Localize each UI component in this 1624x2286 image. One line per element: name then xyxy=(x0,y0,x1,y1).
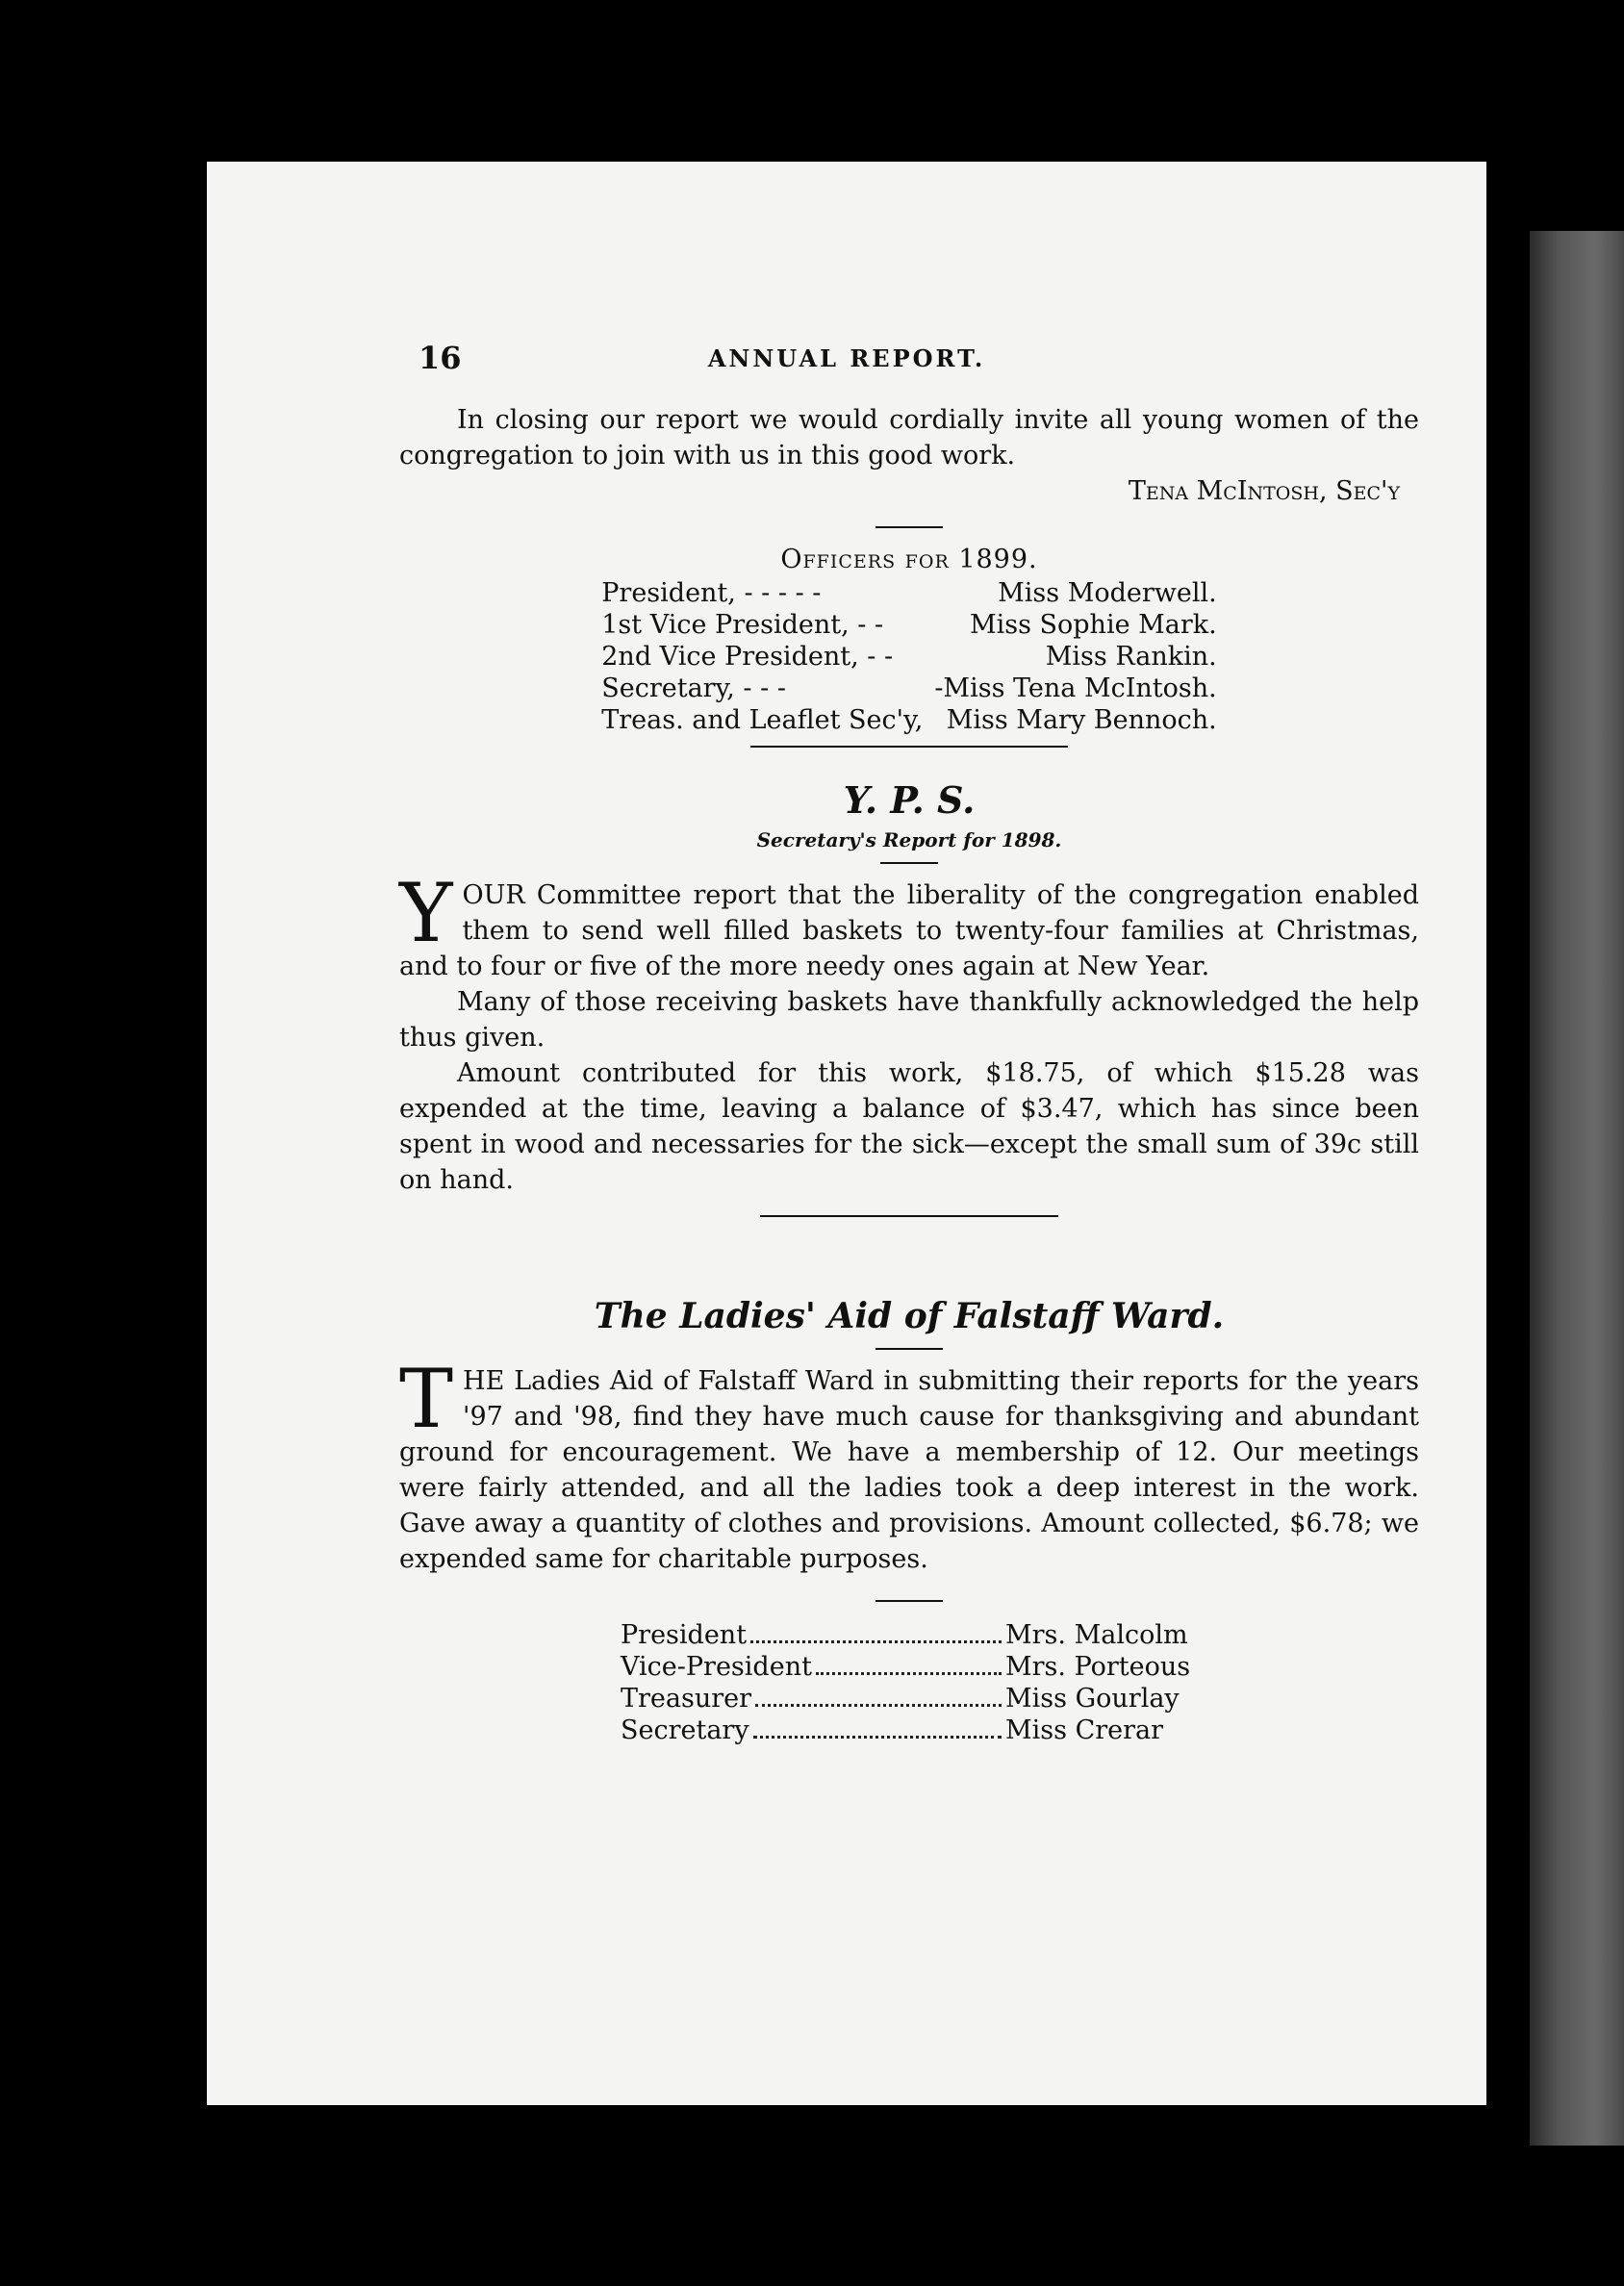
aid-officer-name: Mrs. Malcolm xyxy=(1005,1620,1188,1650)
closing-signature: Tena McIntosh, Sec'y xyxy=(1128,476,1400,506)
yps-paragraph-1: OUR Committee report that the liberality of the congregation enabled them to send well filled baskets to twenty-four families at Christmas, and to four or five of the more needy ones again at New Year. xyxy=(399,880,1419,981)
aid-officer-row xyxy=(621,1619,1198,1651)
aid-officer-row xyxy=(621,1714,1198,1746)
dot-leader xyxy=(816,1672,1002,1675)
officers-table xyxy=(596,577,1222,736)
closing-section xyxy=(399,402,1419,528)
document-page xyxy=(207,162,1486,2105)
officer-name: Miss Rankin. xyxy=(1045,642,1217,672)
aid-officer-role: Secretary xyxy=(621,1715,749,1745)
officer-role: 1st Vice President, - - xyxy=(601,610,884,640)
ladies-aid-paragraph: HE Ladies Aid of Falstaff Ward in submitting their reports for the years '97 and '98, find they have much cause for thanksgiving and abundant ground for encouragement. We have a membership of 12. Our meetings were fairly attended, and all the ladies took a deep interest in the work. Gave away a quantity of clothes and provisions. Amount collected, $6.78; we expended same for charitable purposes. xyxy=(399,1366,1419,1574)
dot-leader xyxy=(753,1736,1002,1739)
officer-name: Miss Sophie Mark. xyxy=(969,610,1217,640)
aid-officer-name: Miss Crerar xyxy=(1005,1715,1164,1745)
yps-paragraph-3: Amount contributed for this work, $18.75, of which $15.28 was expended at the time, leaving a balance of $3.47, which has since been spent in wood and necessaries for the sick—except the small sum of 39c still on hand. xyxy=(399,1058,1419,1195)
section-divider xyxy=(750,746,1068,748)
section-divider xyxy=(760,1215,1058,1217)
officer-role: Secretary, - - - xyxy=(601,673,786,703)
officer-row xyxy=(596,704,1222,736)
aid-officer-role: Vice-President xyxy=(621,1652,812,1682)
officer-role: Treas. and Leaflet Sec'y, xyxy=(601,705,924,735)
short-divider xyxy=(875,526,943,528)
short-divider xyxy=(875,1348,943,1350)
officers-1899-section xyxy=(399,542,1419,748)
yps-heading: Y. P. S. xyxy=(843,778,976,822)
dot-leader xyxy=(750,1640,1002,1643)
officer-name: Miss Mary Bennoch. xyxy=(946,705,1217,735)
dropcap-y: Y xyxy=(399,866,453,960)
short-divider xyxy=(875,1600,943,1602)
ladies-aid-section xyxy=(399,1292,1419,1746)
ladies-aid-officers xyxy=(621,1619,1198,1746)
page-number: 16 xyxy=(419,340,462,376)
aid-officer-row xyxy=(621,1651,1198,1683)
short-divider xyxy=(880,862,938,864)
aid-officer-role: Treasurer xyxy=(621,1684,752,1714)
officer-row xyxy=(596,641,1222,673)
officer-role: 2nd Vice President, - - xyxy=(601,642,894,672)
officer-role: President, - - - - - xyxy=(601,578,822,608)
yps-section xyxy=(399,777,1419,1217)
running-title: ANNUAL REPORT. xyxy=(707,344,986,372)
closing-paragraph: In closing our report we would cordially invite all young women of the congregation to join with us in this good work. xyxy=(399,405,1419,470)
book-spine xyxy=(1530,231,1624,2146)
officers-title: Officers for 1899. xyxy=(780,545,1038,574)
dot-leader xyxy=(755,1704,1002,1707)
officer-row xyxy=(596,577,1222,609)
yps-subheading: Secretary's Report for 1898. xyxy=(756,828,1062,851)
aid-officer-name: Miss Gourlay xyxy=(1005,1684,1180,1714)
yps-paragraph-2: Many of those receiving baskets have thankfully acknowledged the help thus given. xyxy=(399,987,1419,1053)
dropcap-t: T xyxy=(399,1352,454,1446)
aid-officer-role: President xyxy=(621,1620,748,1650)
officer-name: Miss Moderwell. xyxy=(998,578,1217,608)
aid-officer-row xyxy=(621,1683,1198,1714)
officer-row xyxy=(596,609,1222,641)
officer-row xyxy=(596,673,1222,704)
ladies-aid-heading: The Ladies' Aid of Falstaff Ward. xyxy=(594,1296,1225,1336)
aid-officer-name: Mrs. Porteous xyxy=(1005,1652,1191,1682)
officer-name: -Miss Tena McIntosh. xyxy=(934,673,1217,703)
